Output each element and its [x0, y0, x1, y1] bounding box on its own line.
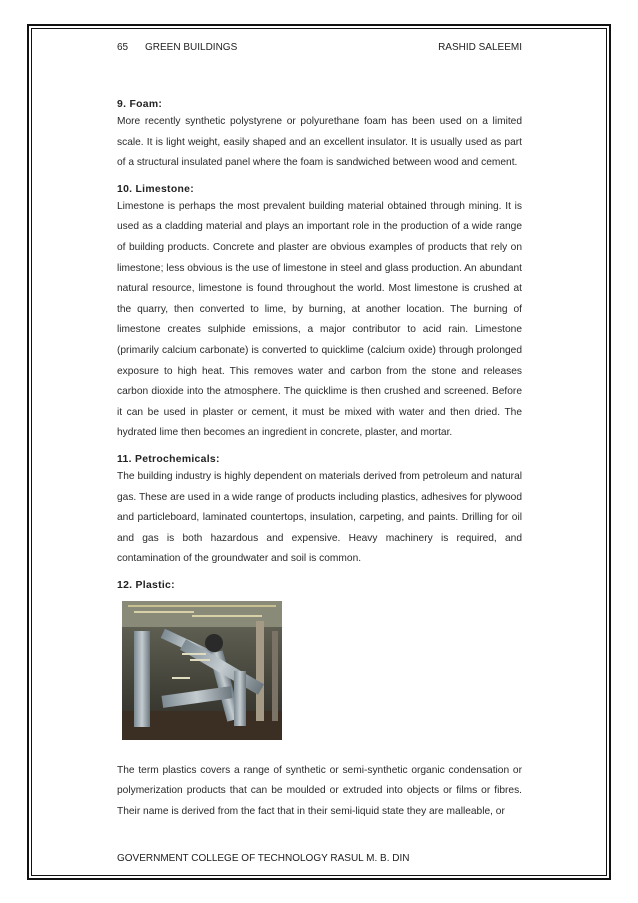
- section-heading: 11. Petrochemicals:: [117, 453, 220, 465]
- header-author: RASHID SALEEMI: [438, 42, 522, 53]
- section-paragraph: The term plastics covers a range of synthetic or semi-synthetic organic condensation or polymerization products that can be moulded or extruded into objects or films or fibres. Their name is derived from the fact that in their semi-liquid state they are malleable, or: [117, 764, 522, 818]
- section-paragraph: Limestone is perhaps the most prevalent building material obtained through mining. It is used as a cladding material and plays an important role in the production of a wide range of building products. Concrete and plaster are obvious examples of products that rely on limestone; less obvious is the use of limestone in steel and glass production. An abundant natural resource, limestone is found throughout the world. Most limestone is crushed at the quarry, then converted to lime, by burning, at another location. The burning of limestone creates sulphide emissions, a major contributor to acid rain. Limestone (primarily calcium carbonate) is converted to quicklime (calcium oxide) through prolonged exposure to high heat. This removes water and carbon from the stone and releases carbon dioxide into the atmosphere. The quicklime is then crushed and screened. Before it can be used in plaster or cement, it must be mixed with water and then dried. The hydrated lime then becomes an ingredient in concrete, plaster, and mortar.: [117, 200, 522, 439]
- section-paragraph: More recently synthetic polystyrene or polyurethane foam has been used on a limited scale. It is light weight, easily shaped and an excellent insulator. It is usually used as part of a structural insulated panel where the foam is sandwiched between wood and cement.: [117, 116, 522, 169]
- section-heading: 12. Plastic:: [117, 579, 175, 591]
- plastic-pipes-photo: [122, 601, 282, 740]
- section-heading: 9. Foam:: [117, 99, 163, 110]
- section-foam: [117, 98, 522, 174]
- section-heading: 10. Limestone:: [117, 183, 194, 195]
- page-content: [117, 98, 522, 832]
- section-paragraph: The building industry is highly dependent on materials derived from petroleum and natural gas. These are used in a wide range of products including plastics, adhesives for plywood and particleboard, laminated countertops, insulation, carpeting, and paints. Drilling for oil and gas is both hazardous and expensive. Heavy machinery is required, and contamination of the groundwater and soil is common.: [117, 470, 522, 565]
- page-header: [117, 42, 522, 58]
- header-title: GREEN BUILDINGS: [145, 42, 238, 53]
- section-plastic: [117, 579, 522, 823]
- section-limestone: [117, 183, 522, 444]
- section-petrochemicals: [117, 453, 522, 570]
- page-footer: GOVERNMENT COLLEGE OF TECHNOLOGY RASUL M. B. DIN: [117, 853, 410, 864]
- page-number: 65: [117, 42, 129, 53]
